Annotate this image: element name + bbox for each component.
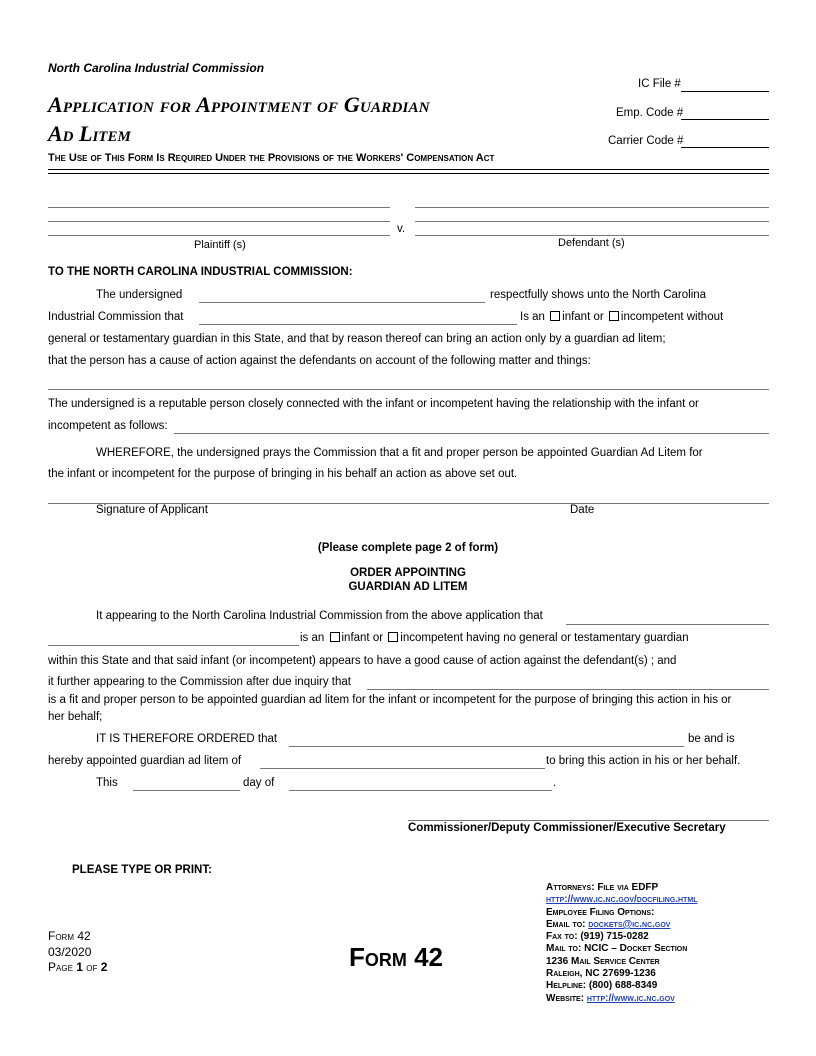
relationship-field[interactable] — [174, 433, 769, 434]
p2-line1: The undersigned is a reputable person closely connected with the infant or incompetent having the relationship with the infant or — [48, 398, 699, 410]
page-current: 1 — [76, 960, 83, 974]
order-infant-text: infant or — [341, 632, 384, 644]
website-label: Website: — [546, 992, 585, 1004]
addressee: TO THE NORTH CAROLINA INDUSTRIAL COMMISSION: — [48, 266, 353, 278]
page-word: Page — [48, 960, 73, 974]
guardian-name-field[interactable] — [289, 746, 684, 747]
p2-line2: incompetent as follows: — [48, 420, 168, 432]
order-l3: within this State and that said infant (or incompetent) appears to have a good cause of action against the defendant(s) ; and — [48, 655, 677, 667]
incompetent-checkbox[interactable] — [609, 311, 619, 321]
employee-options: Employee Filing Options: — [546, 906, 655, 918]
order-l4: it further appearing to the Commission after due inquiry that — [48, 676, 351, 688]
commissioner-signature-field[interactable] — [408, 820, 769, 821]
edfp-link[interactable]: http://www.ic.nc.gov/docfiling.html — [546, 894, 698, 906]
defendant-label: Defendant (s) — [558, 237, 625, 249]
contact-block — [546, 882, 697, 1005]
order-infant-field[interactable] — [48, 645, 299, 646]
address-line-1: 1236 Mail Service Center — [546, 955, 660, 967]
revision-date: 03/2020 — [48, 945, 92, 959]
commissioner-label: Commissioner/Deputy Commissioner/Executive Secretary — [408, 822, 726, 834]
order-is-an: is an — [300, 632, 325, 644]
plaintiff-line-3[interactable] — [48, 235, 390, 236]
defendant-line-2[interactable] — [415, 221, 769, 222]
order-day-of: day of — [243, 777, 275, 789]
emp-code-label: Emp. Code # — [616, 107, 684, 119]
inquiry-field[interactable] — [367, 689, 769, 690]
p1-infant-text: infant or — [562, 311, 604, 323]
helpline: Helpline: (800) 688-8349 — [546, 980, 658, 992]
signature-label: Signature of Applicant — [96, 504, 208, 516]
email-label: Email to: — [546, 918, 586, 930]
address-line-2: Raleigh, NC 27699-1236 — [546, 968, 656, 980]
order-applicant-field[interactable] — [566, 624, 769, 625]
order-incompetent-checkbox[interactable] — [388, 632, 398, 642]
p1-is-an: Is an — [520, 311, 545, 323]
email-link[interactable]: dockets@ic.nc.gov — [588, 918, 671, 930]
mail-line: Mail to: NCIC – Docket Section — [546, 943, 688, 955]
carrier-code-field[interactable] — [681, 147, 769, 148]
carrier-code-label: Carrier Code # — [608, 135, 684, 147]
undersigned-name-field[interactable] — [199, 302, 485, 303]
infant-checkbox[interactable] — [550, 311, 560, 321]
emp-code-field[interactable] — [681, 119, 769, 120]
defendant-line-3[interactable] — [415, 235, 769, 236]
page-total: 2 — [100, 960, 108, 974]
day-field[interactable] — [133, 790, 240, 791]
form-title-line1: Application for Appointment of Guardian — [48, 92, 430, 117]
order-infant-checkbox[interactable] — [330, 632, 340, 642]
ward-name-field[interactable] — [260, 768, 545, 769]
infant-name-field[interactable] — [199, 324, 517, 325]
fax-line: Fax to: (919) 715-0282 — [546, 931, 649, 943]
order-l2-rest: incompetent having no general or testamentary guardian — [400, 632, 689, 644]
p1-line2-start: Industrial Commission that — [48, 311, 184, 323]
p3-line1: WHEREFORE, the undersigned prays the Commission that a fit and proper person be appointed Guardian Ad Litem for — [96, 447, 703, 459]
versus-text: v. — [397, 223, 406, 235]
order-l5: is a fit and proper person to be appointed guardian ad litem for the infant or incompetent for the purpose of bringing this action in his or — [48, 694, 732, 706]
order-title-line2: GUARDIAN AD LITEM — [348, 581, 468, 593]
p3-line2: the infant or incompetent for the purpose of bringing in his behalf an action as above set out. — [48, 468, 518, 480]
p1-line3: general or testamentary guardian in this State, and that by reason thereof can bring an action only by a guardian ad litem; — [48, 333, 666, 345]
order-l7-end: be and is — [688, 733, 735, 745]
order-this: This — [96, 777, 118, 789]
p1-line4: that the person has a cause of action against the defendants on account of the following matter and things: — [48, 355, 591, 367]
form-subtitle: The Use of This Form Is Required Under the Provisions of the Workers' Compensation Act — [48, 152, 495, 164]
order-period: . — [553, 777, 557, 789]
order-status — [300, 632, 689, 644]
order-l8-start: hereby appointed guardian ad litem of — [48, 755, 242, 767]
plaintiff-line-2[interactable] — [48, 221, 390, 222]
form-title-line2: Ad Litem — [48, 121, 131, 146]
order-title-line1: ORDER APPOINTING — [350, 567, 466, 579]
order-l6: her behalf; — [48, 711, 103, 723]
defendant-line-1[interactable] — [415, 207, 769, 208]
page-indicator — [48, 960, 107, 974]
type-or-print: PLEASE TYPE OR PRINT: — [72, 864, 212, 876]
header-divider-bottom — [48, 173, 769, 174]
big-form-title: Form 42 — [349, 942, 444, 972]
p1-status — [520, 311, 723, 323]
agency-name: North Carolina Industrial Commission — [48, 61, 265, 75]
order-l1: It appearing to the North Carolina Industrial Commission from the above application that — [96, 610, 543, 622]
attorneys-note: Attorneys: File via EDFP — [546, 882, 659, 893]
matters-field[interactable] — [48, 389, 769, 390]
ic-file-label: IC File # — [638, 78, 681, 90]
month-year-field[interactable] — [289, 790, 552, 791]
form-number: Form 42 — [48, 929, 91, 943]
page2-note: (Please complete page 2 of form) — [317, 542, 499, 554]
ic-file-field[interactable] — [681, 91, 769, 92]
order-l7-start: IT IS THEREFORE ORDERED that — [96, 733, 278, 745]
date-label: Date — [570, 504, 595, 516]
page-of: of — [86, 960, 98, 974]
p1-after: respectfully shows unto the North Carolina — [490, 289, 707, 301]
header-divider-top — [48, 169, 769, 170]
plaintiff-label: Plaintiff (s) — [194, 239, 246, 251]
website-link[interactable]: http://www.ic.nc.gov — [586, 992, 675, 1004]
order-l8-end: to bring this action in his or her behalf. — [546, 755, 741, 767]
p1-incompetent-text: incompetent without — [620, 311, 724, 323]
plaintiff-line-1[interactable] — [48, 207, 390, 208]
p1-start: The undersigned — [96, 289, 183, 301]
